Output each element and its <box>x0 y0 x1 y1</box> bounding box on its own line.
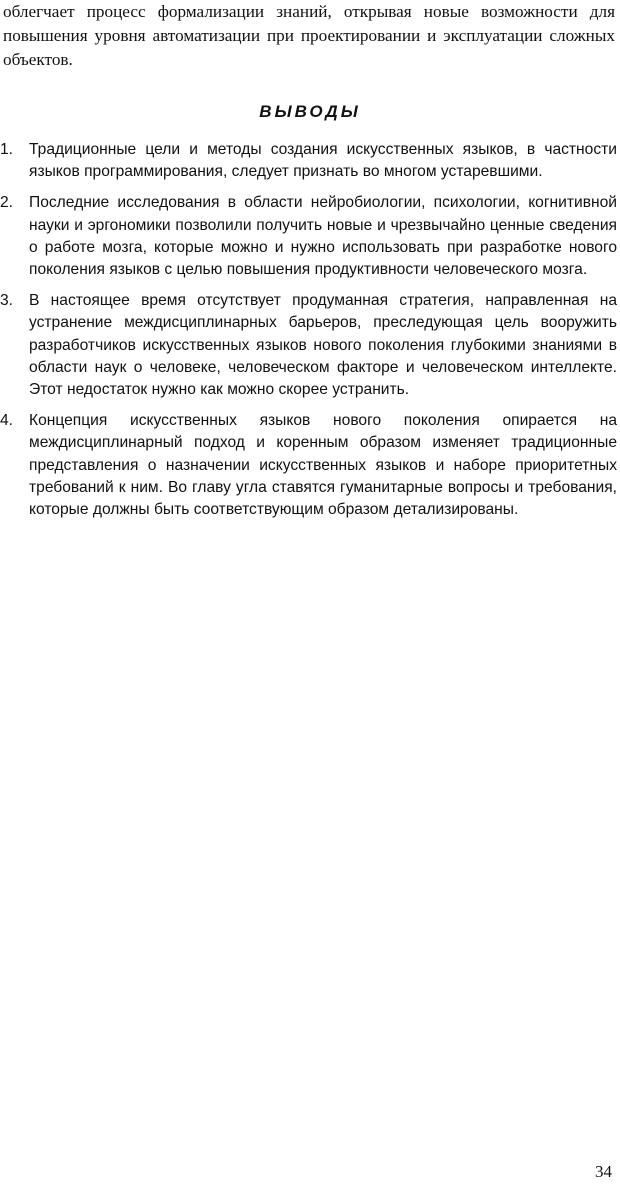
conclusion-number: 1. <box>0 141 14 158</box>
conclusions-list <box>0 139 620 530</box>
conclusion-number: 2. <box>0 194 14 212</box>
conclusion-text: Традиционные цели и методы создания искусственных языков, в частности языков программирования, следует признать во многом устаревшими. <box>29 141 617 181</box>
conclusion-text: Последние исследования в области нейробиологии, психологии, когнитивной науки и эргономики позволили получить новые и чрезвычайно ценные сведения о работе мозга, которые можно и нужно использовать при разработке нового поколения языков с целью повышения продуктивности человеческого мозга. <box>29 194 617 279</box>
conclusion-text: В настоящее время отсутствует продуманная стратегия, направленная на устранение междисциплинарных барьеров, преследующая цель вооружить разработчиков искусственных языков нового поколения глубокими знаниями в области наук о человеке, человеческом факторе и человеческом интеллекте. Этот недостаток нужно как можно скорее устранить. <box>29 292 617 399</box>
conclusion-item-4 <box>0 410 620 521</box>
conclusion-number: 4. <box>0 412 14 430</box>
conclusion-item-3 <box>0 290 620 401</box>
conclusion-item-1 <box>0 139 620 183</box>
section-title: ВЫВОДЫ <box>259 102 361 121</box>
conclusion-number: 3. <box>0 292 14 310</box>
page-number: 34 <box>595 1162 612 1181</box>
intro-paragraph: облегчает процесс формализации знаний, открывая новые возможности для повышения уровня автоматизации при проектировании и эксплуатации сложных объектов. <box>3 2 615 69</box>
conclusion-text: Концепция искусственных языков нового поколения опирается на междисциплинарный подход и коренным образом изменяет традиционные представления о назначении искусственных языков и наборе приоритетных требований к ним. Во главу угла ставятся гуманитарные вопросы и требования, которые должны быть соответствующим образом детализированы. <box>29 412 617 519</box>
conclusion-item-2 <box>0 192 620 281</box>
